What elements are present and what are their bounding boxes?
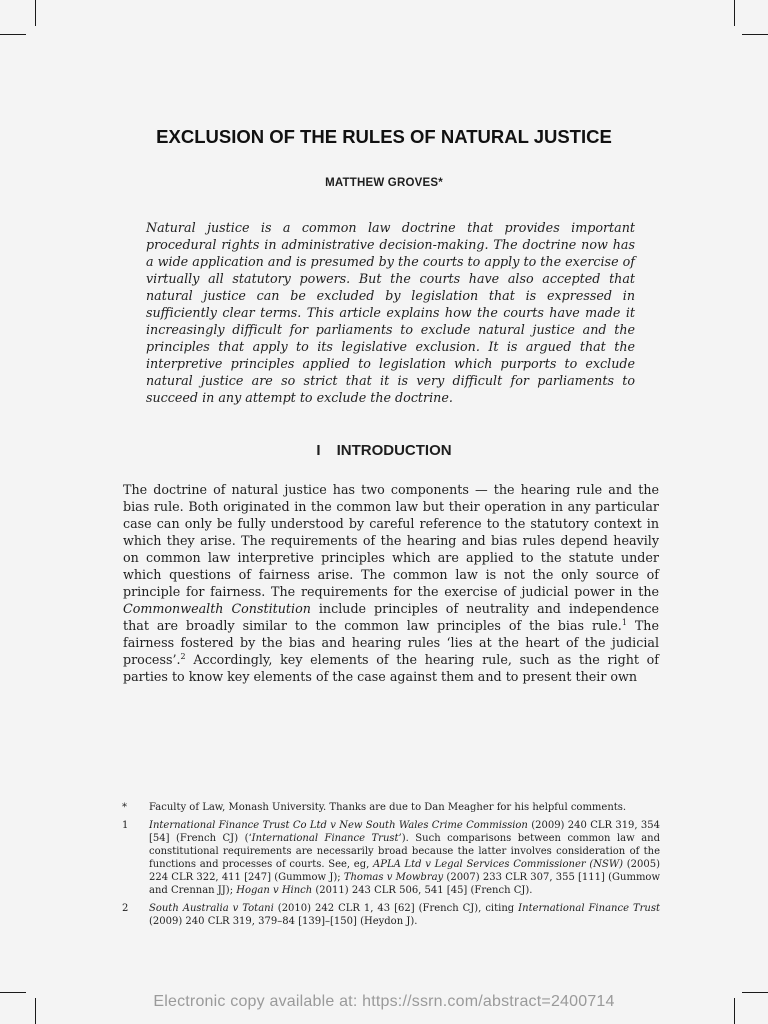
footnote-ref-2[interactable]: 2 <box>180 651 186 661</box>
crop-mark-top-left-h <box>0 34 26 35</box>
constitution-reference: Commonwealth Constitution <box>123 601 311 616</box>
footnote-star <box>122 801 660 814</box>
body-text-3: The fairness fostered by the bias and hearing rules ‘lies at the heart of the judicial process’. <box>123 618 659 667</box>
footnote-mark: 1 <box>122 820 129 831</box>
footnote-text: International Finance Trust Co Ltd v New South Wales Crime Commission (2009) 240 CLR 319, 354 [54] (French CJ) (‘International Finance Trust’). Such comparisons between common law and constitutional requirements are necessarily broad because the latter involves consideration of the functions and processes of courts. See, eg, APLA Ltd v Legal Services Commissioner (NSW) (2005) 224 CLR 322, 411 [247] (Gummow J); Thomas v Mowbray (2007) 233 CLR 307, 355 [111] (Gummow and Crennan JJ); Hogan v Hinch (2011) 243 CLR 506, 541 [45] (French CJ). <box>149 820 661 896</box>
section-number: I <box>316 442 321 459</box>
footnote-2 <box>122 902 660 928</box>
crop-mark-top-right <box>734 0 735 26</box>
body-text-1: The doctrine of natural justice has two components — the hearing rule and the bias rule. Both originated in the common law but their operation in any particular case can only be fully understood by careful reference to the statutory context in which they arise. The requirements of the hearing and bias rules depend heavily on common law interpretive principles which are applied to the statute under which questions of fairness arise. The common law is not the only source of principle for fairness. The requirements for the exercise of judicial power in the <box>123 482 659 599</box>
body-text-4: Accordingly, key elements of the hearing rule, such as the right of parties to know key elements of the case against them and to present their own <box>123 652 659 684</box>
footnotes <box>122 801 660 933</box>
abstract: Natural justice is a common law doctrine that provides important procedural rights in administrative decision-making. The doctrine now has a wide application and is presumed by the courts to apply to the exercise of virtually all statutory powers. But the courts have also accepted that natural justice can be excluded by legislation that is expressed in sufficiently clear terms. This article explains how the courts have made it increasingly difficult for parliaments to exclude natural justice and the principles that apply to its legislative exclusion. It is argued that the interpretive principles applied to legislation which purports to exclude natural justice are so strict that it is very difficult for parliaments to succeed in any attempt to exclude the doctrine. <box>146 220 635 405</box>
footnote-ref-1[interactable]: 1 <box>621 617 627 627</box>
author-name: MATTHEW GROVES* <box>325 177 443 189</box>
footnote-1 <box>122 819 660 897</box>
body-text-2: include principles of neutrality and independence that are broadly similar to the common law principles of the bias rule. <box>123 601 659 633</box>
footnote-text: Faculty of Law, Monash University. Thanks are due to Dan Meagher for his helpful comments. <box>149 802 627 813</box>
crop-mark-top-right-h <box>742 34 768 35</box>
article-title: EXCLUSION OF THE RULES OF NATURAL JUSTICE <box>156 126 612 147</box>
ssrn-watermark[interactable]: Electronic copy available at: https://ssrn.com/abstract=2400714 <box>153 993 615 1010</box>
section-heading <box>0 442 768 459</box>
section-title: INTRODUCTION <box>336 442 452 459</box>
footnote-mark: 2 <box>122 903 129 914</box>
footnote-mark: * <box>122 802 127 813</box>
crop-mark-top-left <box>35 0 36 26</box>
footnote-text: South Australia v Totani (2010) 242 CLR 1, 43 [62] (French CJ), citing International Finance Trust (2009) 240 CLR 319, 379–84 [139]–[150] (Heydon J). <box>149 903 661 927</box>
body-paragraph <box>123 481 659 685</box>
